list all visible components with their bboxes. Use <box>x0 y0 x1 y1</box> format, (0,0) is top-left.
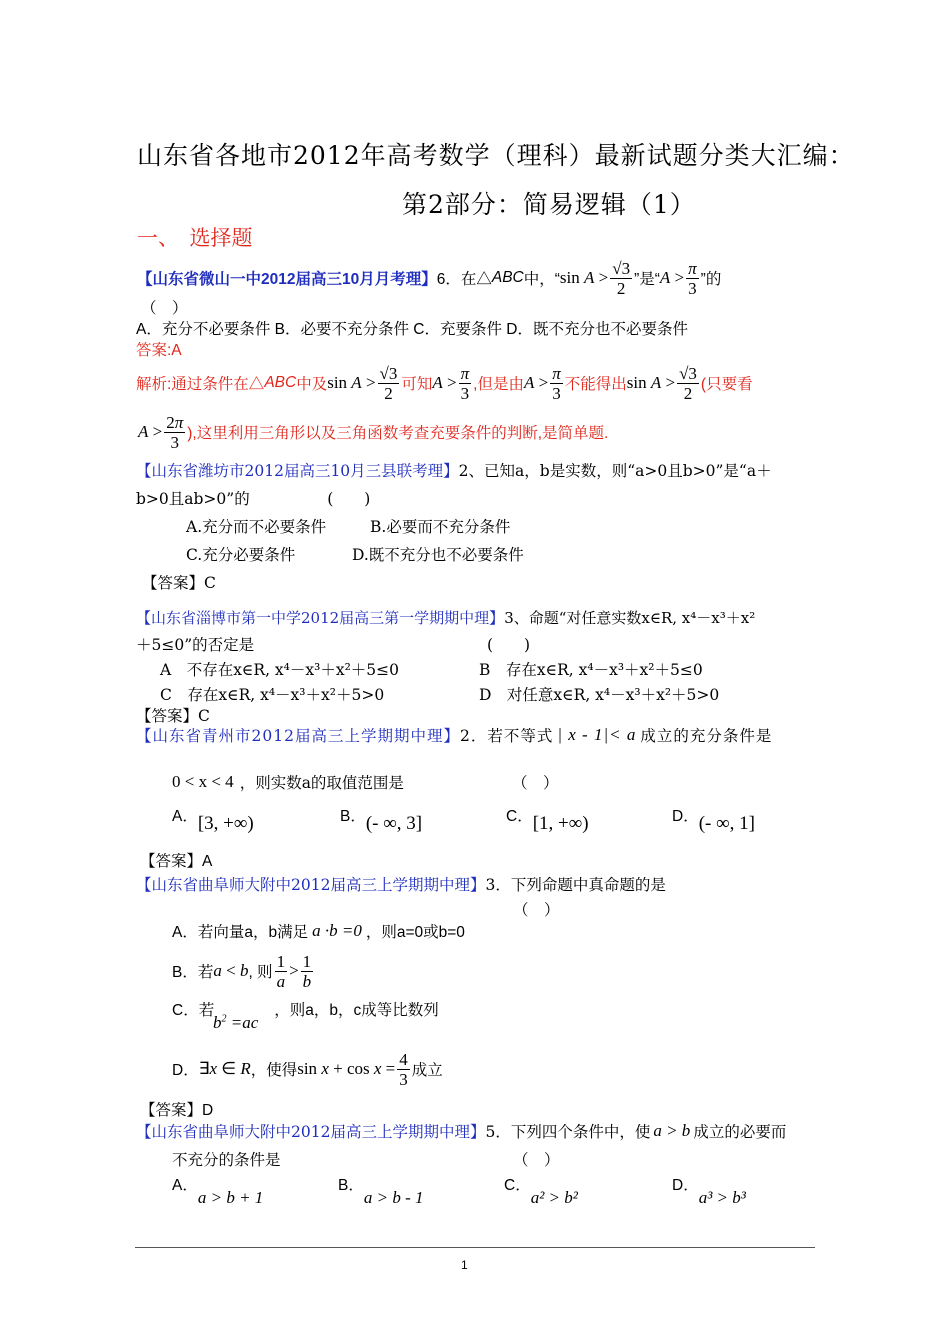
question-2-source: 【山东省潍坊市2012届高三10月三县联考理】 <box>136 462 459 480</box>
page-number: 1 <box>461 1258 468 1272</box>
document-title-line1: 山东省各地市2012年高考数学（理科）最新试题分类大汇编： <box>137 141 855 170</box>
fraction-pi-over-3: $\frac{\pi}{3}$ <box>688 258 697 298</box>
question-1-source: 【山东省微山一中2012届高三10月月考理】 <box>137 271 437 288</box>
question-5-option-c: C．若 ，则a，b，c成等比数列 <box>172 1002 439 1019</box>
question-1-options: A．充分不必要条件 B．必要不充分条件 C．充要条件 D．既不充分也不必要条件 <box>136 321 688 338</box>
question-5-option-d: D． ∃x ∈ R ，使得 sin x + cos x = $\frac{4}{3}$ 成立 <box>172 1049 443 1089</box>
question-2-option-d: D.既不充分也不必要条件 <box>352 546 524 564</box>
math-sinA: sin A > <box>559 268 609 287</box>
question-3-option-b: B 存在x∈R, x⁴－x³＋x²＋5≤0 <box>479 661 703 679</box>
footer-rule <box>135 1247 815 1248</box>
question-6-option-d: D．a³ > b³ <box>672 1177 746 1207</box>
math-b2-eq-ac: $b^2 =ac$ <box>213 1013 259 1032</box>
question-4-source: 【山东省青州市2012届高三上学期期中理】 <box>136 727 460 745</box>
question-1-paren: （ ） <box>141 299 188 317</box>
question-2-stem2: b>0且ab>0”的 ( ) <box>136 490 371 508</box>
question-3-paren: ( ) <box>487 636 531 654</box>
section-heading: 一、 选择题 <box>137 226 253 250</box>
question-1-explanation: 解析:通过条件在△ ABC 中及 sin A > $\frac{√3}{2}$ 可知 A > $\frac{\pi}{3}$ ,但是由 A > $\frac{\pi}{3}$ 不能得出 sin A > $\frac{√3}{2}$ (只要看 <box>136 363 753 403</box>
question-2-option-a: A.充分而不必要条件 <box>186 518 327 536</box>
question-3-option-a: A 不存在x∈R, x⁴－x³＋x²＋5≤0 <box>160 661 400 679</box>
question-4-stem2: 0 < x < 4 ，则实数a的取值范围是 <box>172 772 404 792</box>
question-2-option-b: B.必要而不充分条件 <box>370 518 511 536</box>
question-2-answer: 【答案】C <box>142 574 216 592</box>
fraction-sqrt3-over-2: $\frac{√3}{2}$ <box>612 258 631 298</box>
question-3-option-d: D 对任意x∈R, x⁴－x³＋x²＋5>0 <box>479 686 720 704</box>
question-6-paren: （ ） <box>513 1151 560 1169</box>
document-title-line2: 第2部分：简易逻辑（1） <box>402 190 696 219</box>
question-4-option-d: D．(- ∞, 1] <box>672 808 755 834</box>
question-6-option-a: A．a > b + 1 <box>172 1177 264 1207</box>
question-6-option-b: B．a > b - 1 <box>338 1177 424 1207</box>
question-3-source: 【山东省淄博市第一中学2012届高三第一学期期中理】 <box>136 609 505 627</box>
question-2-stem: 【山东省潍坊市2012届高三10月三县联考理】2、已知a，b是实数，则“a>0且b>0”是“a＋ <box>136 462 772 480</box>
question-4-answer: 【答案】A <box>140 853 213 870</box>
question-4-stem: 【山东省青州市2012届高三上学期期中理】 2．若不等式 | x - 1|< a 成立的充分条件是 <box>136 725 773 745</box>
question-4-option-c: C．[1, +∞) <box>506 808 589 834</box>
question-1-answer: 答案:A <box>136 342 182 359</box>
question-5-stem: 【山东省曲阜师大附中2012届高三上学期期中理】3．下列命题中真命题的是 <box>136 876 666 894</box>
question-3-stem: 【山东省淄博市第一中学2012届高三第一学期期中理】3、命题“对任意实数x∈R, x⁴－x³＋x² <box>136 609 756 627</box>
question-6-source: 【山东省曲阜师大附中2012届高三上学期期中理】 <box>136 1123 486 1141</box>
question-6-option-c: C．a² > b² <box>504 1177 578 1207</box>
question-3-answer: 【答案】C <box>136 707 210 725</box>
question-5-option-b: B．若 a < b , 则 $\frac{1}{a}$ > $\frac{1}{b}$ <box>172 951 312 991</box>
question-1-explanation-cont: A > $\frac{2\pi}{3}$ ),这里利用三角形以及三角函数考查充要条件的判断,是简单题. <box>138 412 609 452</box>
question-5-answer: 【答案】D <box>140 1102 214 1119</box>
question-3-stem2: ＋5≤0”的否定是 <box>136 636 255 654</box>
question-5-source: 【山东省曲阜师大附中2012届高三上学期期中理】 <box>136 876 486 894</box>
question-5-option-a: A．若向量a，b满足 a ·b =0 ，则a=0或b=0 <box>172 921 465 941</box>
question-2-option-c: C.充分必要条件 <box>186 546 296 564</box>
question-6-stem: 【山东省曲阜师大附中2012届高三上学期期中理】 5．下列四个条件中，使 a > b 成立的必要而 <box>136 1121 787 1141</box>
question-4-option-a: A．[3, +∞) <box>172 808 254 834</box>
question-4-option-b: B．(- ∞, 3] <box>340 808 423 834</box>
question-6-stem2: 不充分的条件是 <box>172 1151 281 1169</box>
question-3-option-c: C 存在x∈R, x⁴－x³＋x²＋5>0 <box>160 686 385 704</box>
question-1-stem: 【山东省微山一中2012届高三10月月考理】 6．在△ ABC 中，“ sin A > $\frac{√3}{2}$ ”是“ A > $\frac{\pi}{3}$ ”的 <box>137 258 722 298</box>
question-5-paren: （ ） <box>513 901 560 919</box>
question-4-paren: （ ） <box>512 774 559 792</box>
